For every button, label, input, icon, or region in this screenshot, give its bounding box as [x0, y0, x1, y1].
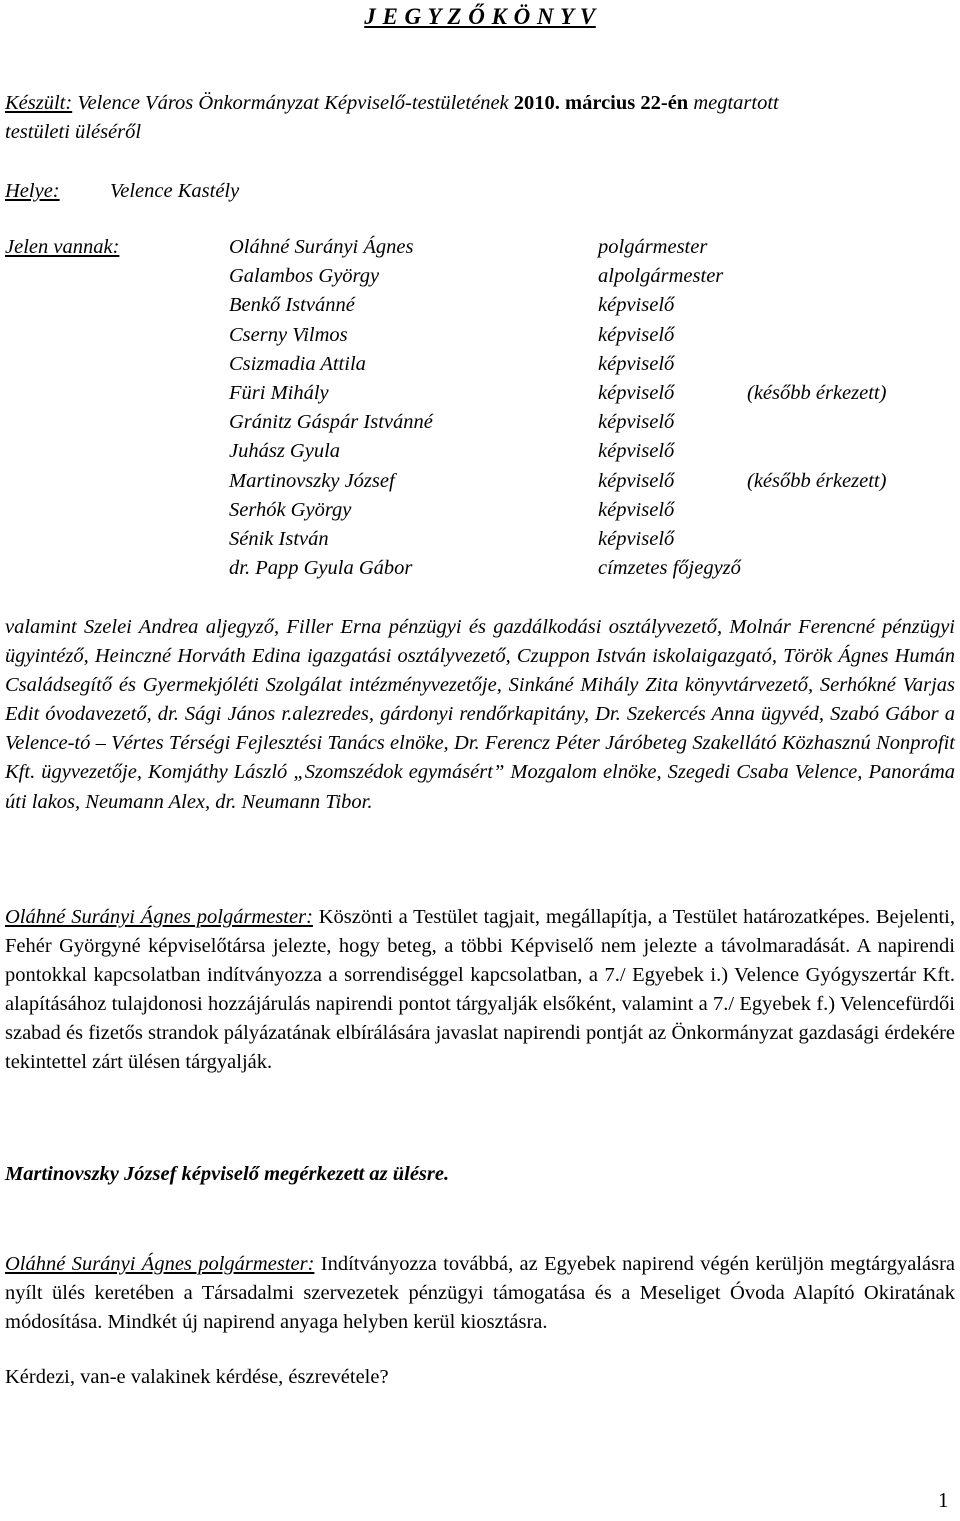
attendee-row — [0, 528, 960, 557]
attendee-role: képviselő — [598, 352, 675, 375]
made-date: 2010. március 22-én — [513, 92, 689, 114]
attendee-name: Benkő Istvánné — [229, 294, 355, 317]
second-paragraph — [5, 1250, 955, 1337]
arrival-note: Martinovszky József képviselő megérkezett az ülésre. — [5, 1163, 450, 1185]
attendee-name: Sénik István — [229, 528, 329, 550]
place-label: Helye: — [5, 180, 60, 202]
attendee-role: képviselő — [598, 411, 675, 434]
attendee-name: Serhók György — [229, 498, 352, 521]
speaker-label: Oláhné Surányi Ágnes polgármester: — [5, 1253, 315, 1275]
attendee-row — [0, 324, 960, 353]
second-text: Indítványozza továbbá, az Egyebek napirend végén kerüljön megtárgyalásra nyílt ülés keretében a Társadalmi szervezetek pénzügyi támogatása és a Meseliget Óvoda Alapító Okiratának módosítása. Mindkét új napirend anyaga helyben kerül kiosztásra. — [5, 1253, 955, 1334]
opening-text: Köszönti a Testület tagjait, megállapítja, a Testület határozatképes. Bejelenti, Fehér Györgyné képviselőtársa jelezte, hogy beteg, a többi Képviselő nem jelezte a távolmaradását. A napirendi pontokkal kapcsolatban indítványozza a sorrendiséggel kapcsolatban, a 7./ Egyebek i.) Velence Gyógyszertár Kft. alapításához tulajdonosi hozzájárulás napirendi pontot tárgyalják elsőként, valamint a 7./ Egyebek f.) Velencefürdői szabad és fizetős strandok pályázatának elbírálására javaslat napirendi pontját az Önkormányzat gazdasági érdekére tekintettel zárt ülésen tárgyalják. — [5, 906, 956, 1074]
attendee-role: képviselő — [598, 528, 675, 550]
made-label: Készült: — [5, 92, 73, 114]
made-text-a: Velence Város Önkormányzat Képviselő-testületének — [77, 92, 514, 114]
attendee-name: dr. Papp Gyula Gábor — [229, 557, 413, 580]
attendee-role: képviselő — [598, 469, 675, 492]
question-line: Kérdezi, van-e valakinek kérdése, észrevétele? — [5, 1366, 389, 1388]
speaker-label: Oláhné Surányi Ágnes polgármester: — [5, 906, 313, 928]
made-line — [5, 92, 779, 115]
attendee-row — [0, 294, 960, 323]
attendee-name: Juhász Gyula — [229, 440, 341, 463]
opening-paragraph — [5, 903, 955, 1078]
attendee-note: (később érkezett) — [747, 469, 887, 492]
attendee-row — [0, 236, 960, 265]
attendee-role: képviselő — [598, 323, 675, 346]
attendee-name: Gránitz Gáspár Istvánné — [229, 411, 433, 434]
attendee-name: Galambos György — [229, 265, 380, 288]
attendee-row — [0, 499, 960, 528]
made-line-2: testületi üléséről — [5, 121, 142, 143]
attendee-row — [0, 557, 960, 586]
attendee-row — [0, 440, 960, 469]
attendee-role: alpolgármester — [598, 265, 724, 288]
attendee-role: képviselő — [598, 294, 675, 317]
attendee-name: Martinovszky József — [229, 469, 395, 492]
guests-paragraph: valamint Szelei Andrea aljegyző, Filler Erna pénzügyi és gazdálkodási osztályvezető, Molnár Ferencné pénzügyi ügyintéző, Heinczné Horváth Edina igazgatási osztályvezető, Czuppon István iskolaigazgató, Török Ágnes Humán Családsegítő és Gyermekjóléti Szolgálat intézményvezetője, Sinkáné Mihály Zita könyvtárvezető, Serhókné Varjas Edit óvodavezető, dr. Sági János r.alezredes, gárdonyi rendőrkapitány, Dr. Szekercés Anna ügyvéd, Szabó Gábor a Velence-tó – Vértes Térségi Fejlesztési Tanács elnöke, Dr. Ferencz Péter Járóbeteg Szakellátó Közhasznú Nonprofit Kft. ügyvezetője, Komjáthy László „Szomszédok egymásért” Mozgalom elnöke, Szegedi Csaba Velence, Panoráma úti lakos, Neumann Alex, dr. Neumann Tibor. — [5, 616, 955, 813]
place-value: Velence Kastély — [110, 180, 240, 202]
present-label: Jelen vannak: — [5, 236, 120, 258]
attendee-role: képviselő — [598, 440, 675, 463]
attendee-row — [0, 470, 960, 499]
attendee-role: címzetes főjegyző — [598, 557, 741, 580]
attendee-note: (később érkezett) — [747, 382, 887, 404]
attendee-role: képviselő — [598, 382, 675, 404]
attendee-row — [0, 353, 960, 382]
attendee-role: polgármester — [598, 236, 708, 258]
page-number: 1 — [938, 1488, 949, 1512]
attendee-row — [0, 382, 960, 411]
attendee-name: Oláhné Surányi Ágnes — [229, 236, 414, 258]
attendee-row — [0, 265, 960, 294]
attendee-name: Cserny Vilmos — [229, 323, 348, 346]
attendee-role: képviselő — [598, 498, 675, 521]
attendee-row — [0, 411, 960, 440]
document-title: J E G Y Z Ő K Ö N Y V — [364, 4, 596, 29]
attendee-name: Csizmadia Attila — [229, 352, 366, 375]
attendee-name: Füri Mihály — [229, 382, 329, 404]
made-text-c: megtartott — [688, 92, 779, 114]
